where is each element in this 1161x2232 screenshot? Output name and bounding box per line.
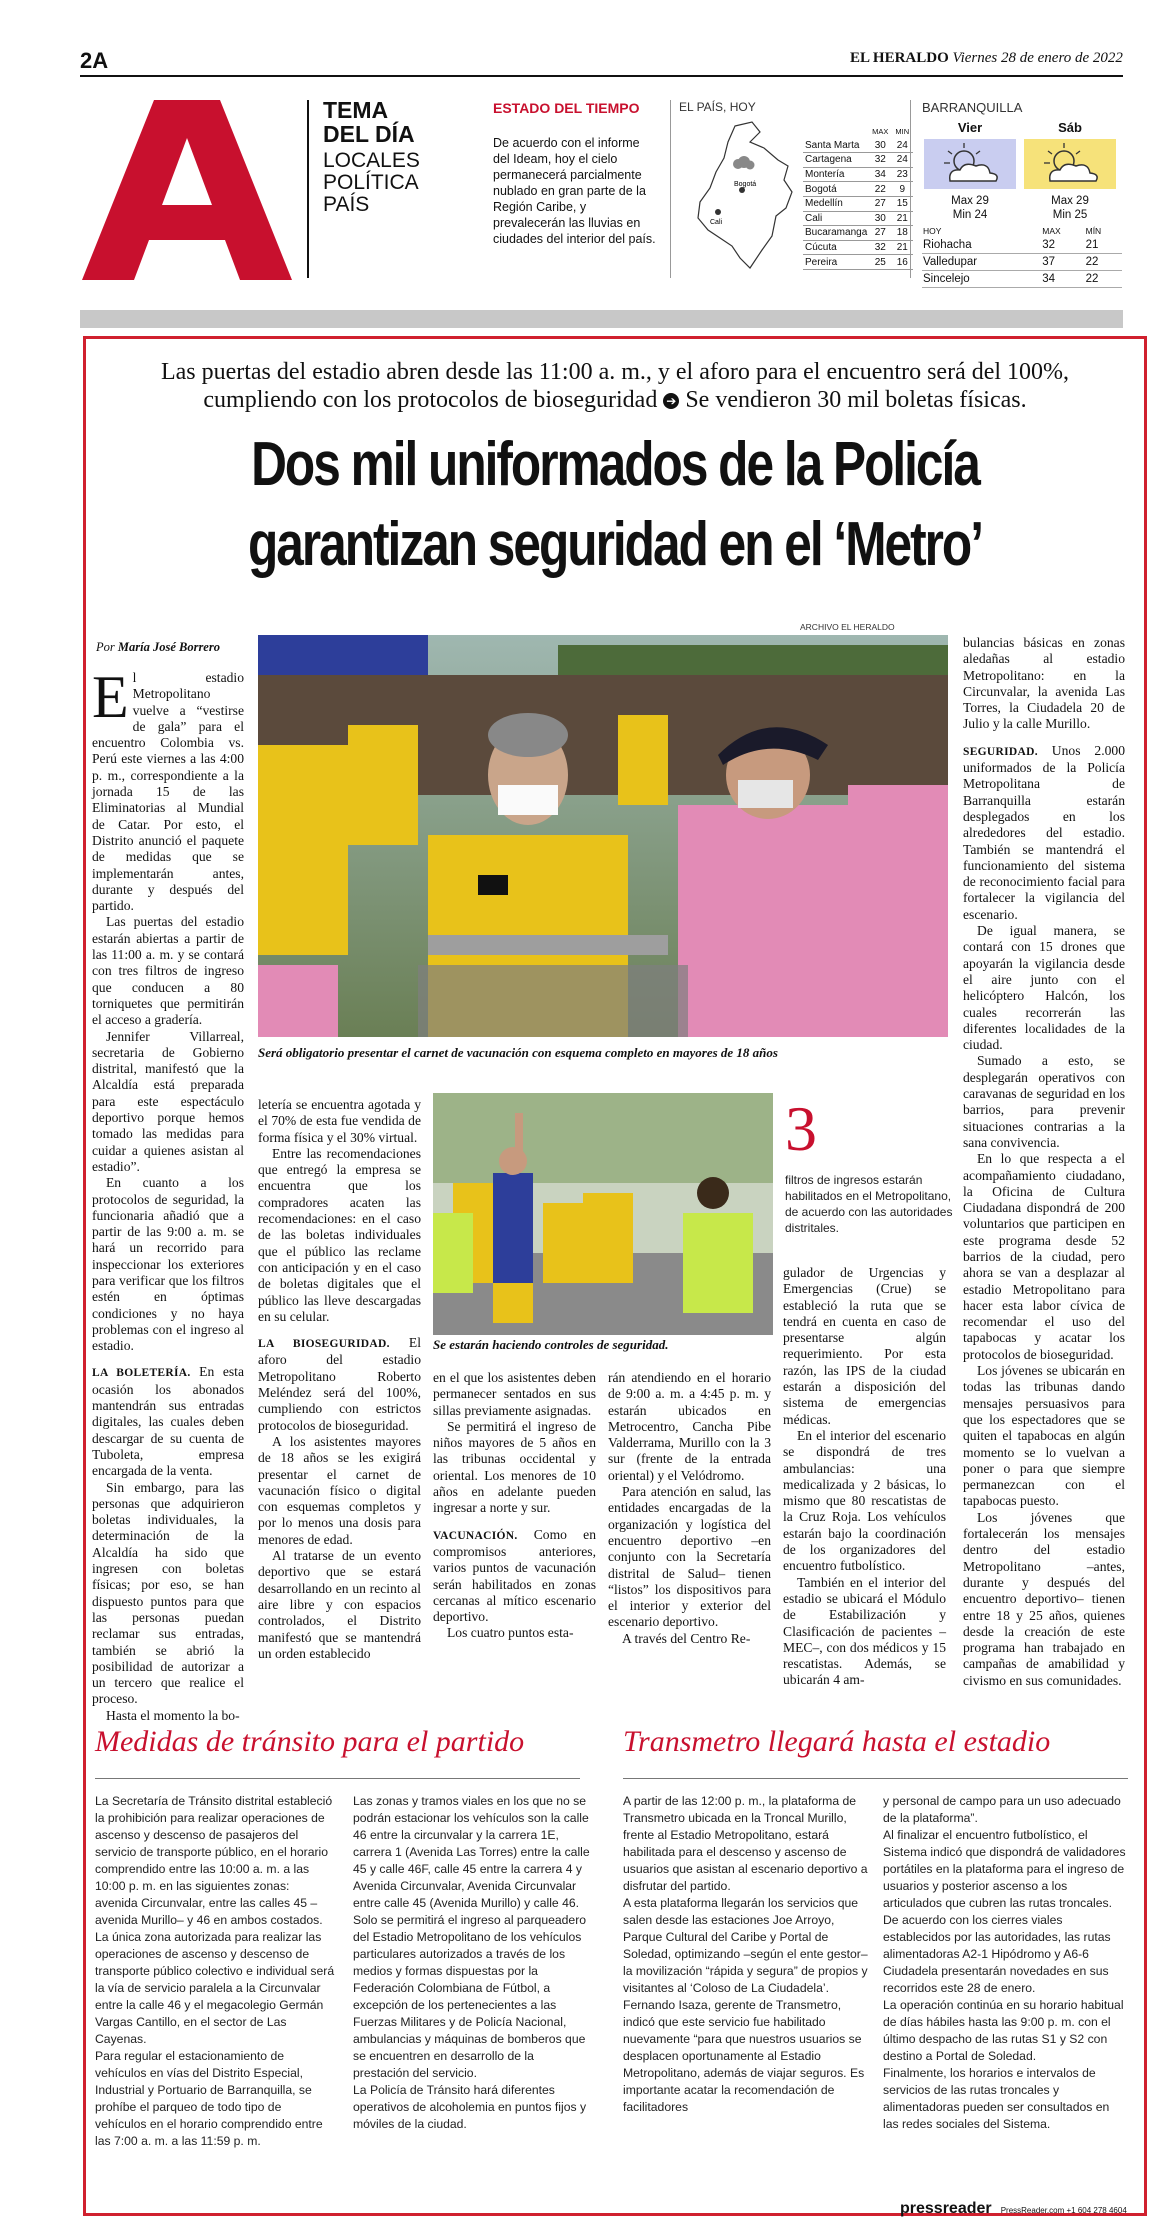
paper-name: EL HERALDO — [850, 50, 949, 66]
city-max: 27 — [869, 226, 891, 241]
section-kicker: LA BOLETERÍA. — [92, 1367, 191, 1380]
photo-caption: Se estarán haciendo controles de seguridad. — [433, 1337, 669, 1352]
paragraph: en el que los asistentes deben permanecer sentados en sus sillas previamente asignadas. — [433, 1370, 596, 1418]
city-temperature-table — [803, 125, 913, 270]
hoy-row — [922, 237, 1122, 254]
min-temp: Min 24 — [922, 208, 1018, 222]
top-rule — [80, 75, 1123, 77]
lead-line: Las puertas del estadio abren desde las 11:00 a. m., y el aforo para el encuentro será del 100%, — [160, 359, 1070, 385]
tema-del-dia-title — [323, 98, 415, 146]
paragraph: y personal de campo para un uso adecuado de la plataforma”. — [883, 1794, 1121, 1825]
arrow-bullet-icon: ➔ — [663, 393, 679, 409]
weather-divider — [910, 100, 911, 278]
drop-cap: E — [92, 664, 129, 730]
city-name: Pereira — [803, 255, 869, 270]
colombia-map — [680, 118, 800, 278]
article-lead — [100, 358, 1130, 414]
city-row — [803, 153, 913, 168]
paragraph: Se permitirá el ingreso de niños mayores de 5 años en las tribunas occidental y oriental. Los menores de 10 años en adelante pueden ingresar a norte y sur. — [433, 1418, 596, 1516]
section-locales: LOCALES — [323, 149, 420, 172]
cali-marker — [715, 209, 721, 215]
section-politica: POLÍTICA — [323, 171, 419, 194]
hoy-max: 34 — [1041, 271, 1084, 288]
city-row — [803, 226, 913, 241]
tema-sections — [323, 150, 420, 216]
city-max: 22 — [869, 182, 891, 197]
paragraph: Hasta el momento la bo- — [106, 1707, 240, 1723]
city-min: 24 — [891, 153, 913, 168]
paragraph: Fernando Isaza, gerente de Transmetro, indicó que este servicio fue habilitado nuevamente “para que nuestros usuarios se desplacen oportunamente al Estadio Metropolitano, además de viajar seguros. Es importante acatar la recomendación de facilitadores — [623, 1998, 865, 2114]
paragraph: La operación continúa en su horario habitual de días hábiles hasta las 9:00 p. m. con el último despacho de las rutas S1 y S2 con destino a Portal de Soledad. — [883, 1998, 1124, 2063]
paragraph: A través del Centro Re- — [622, 1630, 751, 1646]
hoy-temperature-table — [922, 225, 1122, 288]
article-column-4 — [608, 1370, 771, 1647]
page-number: 2A — [80, 48, 109, 73]
article-column-3 — [433, 1370, 596, 1642]
transmetro-title: Transmetro llegará hasta el estadio — [623, 1725, 1051, 1758]
weather-text: De acuerdo con el informe del Ideam, hoy el cielo permanecerá parcialmente nublado en gran parte de la Región Caribe, y prevalecerán las lluvias en ciudades del interior del país. — [493, 136, 656, 246]
city-max: 30 — [869, 211, 891, 226]
paragraph: Jennifer Villarreal, secretaria de Gobierno distrital, manifestó que la Alcaldía está preparada para este espectáculo deportivo porque hemos tomado las medidas para cuidar a quienes asistan al estadio”. — [92, 1028, 244, 1174]
paragraph: bulancias básicas en zonas aledañas al estadio Metropolitano: en la Circunvalar, la avenida Las Torres, la Ciudadela 20 de Julio y la calle Murillo. — [963, 635, 1125, 732]
paragraph: Los jóvenes que fortalecerán los mensajes dentro del estadio Metropolitano –antes, durante y después del encuentro deportivo– tienen entre 18 y 25 años, quienes desde la creación de este programa han trabajado en campañas de amabilidad y civismo en sus comunidades. — [963, 1509, 1125, 1688]
city-max: 32 — [869, 240, 891, 255]
hoy-header: HOY — [923, 226, 942, 236]
city-max: 27 — [869, 196, 891, 211]
paragraph: gulador de Urgencias y Emergencias (Crue) se estableció la ruta que se tendrá en cuenta en caso de presentarse algún requerimiento. Por esta razón, las IPS de la ciudad estarán a disposición del sistema de emergencias médicas. — [783, 1265, 946, 1427]
sun-cloud-icon — [924, 139, 1016, 189]
city-row — [803, 139, 913, 153]
city-name: Montería — [803, 167, 869, 182]
city-name: Medellín — [803, 196, 869, 211]
paragraph: Para atención en salud, las entidades encargadas de la organización y logística del encuentro deportivo –en conjunto con la Secretaría distrital de Salud– tienen “listos” los dispositivos para el interior y exterior del escenario deportivo. — [608, 1484, 771, 1630]
paragraph: Sin embargo, para las personas que adquirieron boletas individuales, la determinación de la Alcaldía ha sido que ingresen con boletas físicas; por eso, se han dispuesto puntos para que las personas puedan reclamar sus entradas, también se abrió la posibilidad de autorizar a un tercero que realice el proceso. — [92, 1479, 244, 1707]
section-letter-a-logo — [82, 100, 292, 280]
paragraph: El aforo del estadio Metropolitano Roberto Meléndez será del 100%, cumpliendo con estrictos protocolos de bioseguridad. — [258, 1335, 422, 1433]
paragraph: Como en compromisos anteriores, varios puntos de vacunación serán habilitados en zonas cercanas al mítico escenario deportivo. — [433, 1526, 596, 1625]
byline-prefix: Por — [96, 640, 115, 654]
min-temp: Min 25 — [1022, 208, 1118, 222]
paragraph: Unos 2.000 uniformados de la Policía Metropolitana de Barranquilla estarán desplegados en los alrededores del estadio. También se mantendrá el funcionamiento del sistema de reconocimiento facial para fortalecer la vigilancia del escenario. — [963, 742, 1125, 922]
map-label-cali: Cali — [710, 219, 723, 226]
transmetro-column-b — [883, 1793, 1128, 2133]
city-row — [803, 182, 913, 197]
city-name: Cartagena — [803, 153, 869, 168]
transito-column-b — [353, 1793, 593, 2133]
paragraph: A esta plataforma llegarán los servicios que salen desde las estaciones Joe Arroyo, Parque Cultural del Caribe y Portal de Soledad, optimizando –según el ente gestor– la movilización “rápida y segura” de propios y visitantes al ‘Coloso de La Ciudadela’. — [623, 1896, 868, 1995]
paragraph: Sumado a esto, se desplegarán operativos con caravanas de seguridad en los barrios, para prevenir situaciones contrarias a la sana convivencia. — [963, 1053, 1125, 1150]
max-temp: Max 29 — [1022, 194, 1118, 208]
city-min: 24 — [891, 139, 913, 153]
headline-line: Dos mil uniformados de la Policía — [251, 430, 979, 499]
security-control-photo — [433, 1093, 773, 1335]
pressreader-logo: pressreader — [900, 2200, 992, 2217]
barranquilla-title: BARRANQUILLA — [922, 100, 1023, 115]
city-row — [803, 211, 913, 226]
section-kicker: LA BIOSEGURIDAD. — [258, 1338, 390, 1351]
hoy-name: Riohacha — [922, 237, 1041, 254]
pressreader-contact: PressReader.com +1 604 278 4604 — [1000, 2206, 1127, 2215]
paragraph: Al finalizar el encuentro futbolístico, el Sistema indicó que dispondrá de validadores portátiles en la plataforma para el ingreso de usuarios y posterior ascenso a los articulados que cubren las rutas troncales. — [883, 1828, 1126, 1910]
pressreader-footer[interactable] — [900, 2200, 1127, 2218]
day-name: Vier — [957, 120, 983, 135]
paragraph: Finalmente, los horarios e intervalos de servicios de las rutas troncales y alimentadoras pueden ser consultados en las redes sociales del Sistema. — [883, 2066, 1110, 2131]
weather-title: ESTADO DEL TIEMPO — [493, 100, 640, 116]
stadium-crowd-photo — [258, 635, 948, 1037]
lead-line: cumpliendo con los protocolos de bioseguridad — [203, 387, 658, 413]
hoy-name: Valledupar — [922, 254, 1041, 271]
city-min: 21 — [891, 240, 913, 255]
city-name: Cali — [803, 211, 869, 226]
section-pais: PAÍS — [323, 193, 370, 216]
tema-title-line: DEL DÍA — [323, 121, 415, 147]
big-number-text: filtros de ingresos estarán habilitados en el Metropolitano, de acuerdo con las autoridades distritales. — [785, 1173, 953, 1235]
headline-line: garantizan seguridad en el ‘Metro’ — [247, 510, 983, 579]
lead-line: Se vendieron 30 mil boletas físicas. — [685, 387, 1027, 413]
city-name: Bogotá — [803, 182, 869, 197]
article-column-2 — [258, 1097, 421, 1662]
hoy-row — [922, 271, 1122, 288]
paragraph: Los jóvenes se ubicarán en todas las tribunas dando mensajes persuasivos para que los espectadores que se quiten el tapabocas en algún momento se lo vuelvan a poner o para que siempre permanezcan con el tapabocas puesto. — [963, 1363, 1125, 1509]
city-max: 32 — [869, 153, 891, 168]
paragraph: A partir de las 12:00 p. m., la plataforma de Transmetro ubicada en la Troncal Murillo, frente al Estadio Metropolitano, estará habilitada para el descenso y ascenso de usuarios que asistan al escenario deportivo a disfrutar del partido. — [623, 1794, 868, 1893]
paragraph: En cuanto a los protocolos de seguridad, la funcionaria añadió que a partir de las 9:00 a. m. se hará un recorrido para inspeccionar los exteriores para verificar que los filtros estén en óptimas condiciones y no haya problemas con el ingreso al estadio. — [92, 1175, 244, 1354]
byline — [96, 640, 220, 655]
paragraph: Las puertas del estadio estarán abiertas a partir de las 11:00 a. m. y se contará con tres filtros de ingreso que conducen a 80 torniquetes que permitirán el acceso a gradería. — [92, 914, 244, 1028]
section-rule — [623, 1778, 1128, 1779]
city-name: Cúcuta — [803, 240, 869, 255]
paragraph: Entre las recomendaciones que entregó la empresa se encuentra que los compradores acaten las recomendaciones: en el caso de las boletas individuales que el público las reclame con anticipación y en el caso de boletas digitales que el público las lleve descargadas en su celular. — [258, 1145, 421, 1324]
hoy-max: 32 — [1041, 237, 1084, 254]
paragraph: A los asistentes mayores de 18 años se les exigirá presentar el carnet de vacunación físico o digital con esquemas completos y por lo menos una dosis para menores de edad. — [258, 1433, 421, 1547]
paragraph: Los cuatro puntos esta- — [447, 1625, 574, 1641]
author-name: María José Borrero — [117, 640, 220, 654]
city-row — [803, 167, 913, 182]
hoy-min: 21 — [1085, 237, 1122, 254]
city-min: 15 — [891, 196, 913, 211]
section-kicker: VACUNACIÓN. — [433, 1529, 518, 1542]
transito-title: Medidas de tránsito para el partido — [95, 1725, 525, 1758]
paragraph: También en el interior del estadio se ubicará el Módulo de Estabilización y Clasificación de pacientes –MEC–, con dos médicos y 15 rescatistas. Además, se ubicarán 4 am- — [783, 1574, 946, 1688]
paragraph: De igual manera, se contará con 15 drones que apoyarán la vigilancia desde el aire junto con el helicóptero Halcón, los cuales recorrerán las diferentes localidades de la ciudad. — [963, 923, 1125, 1053]
sun-cloud-icon — [1024, 139, 1116, 189]
city-max: 25 — [869, 255, 891, 270]
transmetro-column-a — [623, 1793, 868, 2116]
paragraph: Para regular el estacionamiento de vehículos en vías del Distrito Especial, Industrial y Portuario de Barranquilla, se prohíbe el parqueo de todo tipo de vehículos en el horario comprendido entre las 7:00 a. m. a las 11:59 p. m. — [95, 2049, 323, 2148]
col-max-header: MAX — [872, 127, 889, 137]
max-temp: Max 29 — [922, 194, 1018, 208]
city-max: 34 — [869, 167, 891, 182]
weather-divider — [670, 100, 671, 278]
city-min: 9 — [891, 182, 913, 197]
big-number: 3 — [785, 1093, 817, 1164]
article-column-1 — [92, 664, 244, 1724]
city-row — [803, 196, 913, 211]
city-min: 16 — [891, 255, 913, 270]
section-kicker: SEGURIDAD. — [963, 745, 1038, 758]
paragraph: En esta ocasión los abonados mantendrán sus entradas digitales, las cuales deben descargar de su cuenta de Tuboleta, empresa encargada de la venta. — [92, 1364, 244, 1479]
day-name: Sáb — [1058, 120, 1082, 135]
col-min-header: MIN — [895, 127, 910, 137]
masthead — [850, 50, 1123, 67]
city-row — [803, 240, 913, 255]
tema-divider — [307, 100, 309, 278]
paragraph: En el interior del escenario se dispondrá de tres ambulancias: una medicalizada y 2 básicas, lo mismo que 80 rescatistas de la Cruz Roja. Los vehículos estarán bajo la coordinación de los organizadores del encuentro futbolístico. — [783, 1427, 946, 1574]
city-name: Bucaramanga — [805, 227, 868, 239]
headline — [203, 425, 1027, 585]
transito-column-a — [95, 1793, 335, 2150]
paragraph: letería se encuentra agotada y el 70% de esta fue vendida de forma física y el 30% virtual. — [258, 1097, 421, 1145]
photo-caption: Será obligatorio presentar el carnet de vacunación con esquema completo en mayores de 18 años — [258, 1045, 778, 1060]
city-min: 23 — [891, 167, 913, 182]
issue-date: Viernes 28 de enero de 2022 — [952, 50, 1123, 66]
article-column-5 — [783, 1265, 946, 1689]
photo-credit: ARCHIVO EL HERALDO — [800, 622, 895, 632]
paragraph: rán atendiendo en el horario de 9:00 a. m. a 4:45 p. m. y estarán ubicados en Metrocentro, Cancha Pibe Valderrama, Murillo con la 3 sur (frente de la entrada oriental) y el Velódromo. — [608, 1370, 771, 1483]
hoy-row — [922, 254, 1122, 271]
city-min: 21 — [891, 211, 913, 226]
hoy-min: 22 — [1085, 254, 1122, 271]
tema-title-line: TEMA — [323, 97, 389, 123]
hoy-name: Sincelejo — [922, 271, 1041, 288]
hoy-min-header: MÍN — [1085, 226, 1102, 236]
city-min: 18 — [891, 226, 913, 241]
city-name: Santa Marta — [803, 139, 869, 153]
paragraph: La Secretaría de Tránsito distrital estableció la prohibición para realizar operaciones de ascenso y descenso de pasajeros del servicio de transporte público, en el horario comprendido entre las 10:00 a. m. a las 10:00 p. m. en las siguientes zonas: avenida Circunvalar, entre las calles 45 –avenida Murillo– y 46 en ambos costados. — [95, 1794, 333, 1927]
hoy-max: 37 — [1041, 254, 1084, 271]
forecast-saturday — [1022, 118, 1118, 230]
paragraph: Al tratarse de un evento deportivo que se estará desarrollando en un recinto al aire libre y con espacios controlados, el Distrito manifestó que se mantendrá un orden establecido — [258, 1548, 421, 1661]
section-rule — [95, 1778, 580, 1779]
map-label-bogota: Bogotá — [734, 181, 757, 188]
paragraph: l estadio Metropolitano vuelve a “vestirse de gala” para el encuentro Colombia vs. Perú este viernes a las 4:00 p. m., correspondiente a la jornada 15 de las Eliminatorias al Mundial de Catar. Por esto, el Distrito anunció el paquete de medidas que se implementarán antes, durante y después del partido. — [92, 670, 244, 914]
paragraph: En lo que respecta a el acompañamiento ciudadano, la Oficina de Cultura Ciudadana dispondrá de 200 voluntarios que participen en este programa desde 52 barrios de la ciudad, pero ahora se van a desplazar al estadio Metropolitano para hacer esta labor cívica de recomendar el uso del tapabocas y acatar los protocolos de bioseguridad. — [963, 1151, 1125, 1362]
hoy-max-header: MAX — [1042, 226, 1061, 236]
paragraph: Solo se permitirá el ingreso al parqueadero del Estadio Metropolitano de los vehículos particulares autorizados a través de los medios y formas dispuestas por la Federación Colombiana de Fútbol, a excepción de los pertenecientes a las Fuerzas Militares y de Policía Nacional, ambulancias y máquinas de bomberos que se encuentren en desarrollo de la prestación del servicio. — [353, 1913, 587, 2080]
forecast-friday — [922, 118, 1018, 230]
hoy-min: 22 — [1085, 271, 1122, 288]
paragraph: La única zona autorizada para realizar las operaciones de ascenso y descenso de transporte público colectivo e individual será la vía de servicio paralela a la Circunvalar entre la calle 46 y el megacolegio Germán Vargas Cantillo, en el sector de Las Cayenas. — [95, 1930, 335, 2046]
paragraph: Las zonas y tramos viales en los que no se podrán estacionar los vehículos son la calle 46 entre la circunvalar y la carrera 1E, carrera 1 (Avenida Las Torres) entre la calle 45 y calle 46F, calle 45 entre la carrera 4 y Avenida Circunvalar, Avenida Circunvalar entre calle 45 (Avenida Murillo) y calle 46. — [353, 1794, 590, 1910]
article-column-6 — [963, 635, 1125, 1689]
paragraph: De acuerdo con los cierres viales establecidos por las autoridades, las rutas alimentadoras A2-1 Hipódromo y A6-6 Ciudadela presentarán novedades en sus recorridos este 28 de enero. — [883, 1913, 1111, 1995]
paragraph: La Policía de Tránsito hará diferentes operativos de alcoholemia en puntos fijos y móviles de la ciudad. — [353, 2083, 587, 2131]
pais-hoy-title: EL PAÍS, HOY — [679, 100, 756, 114]
city-max: 30 — [869, 139, 891, 153]
gray-separator-bar — [80, 310, 1123, 328]
city-row — [803, 255, 913, 270]
